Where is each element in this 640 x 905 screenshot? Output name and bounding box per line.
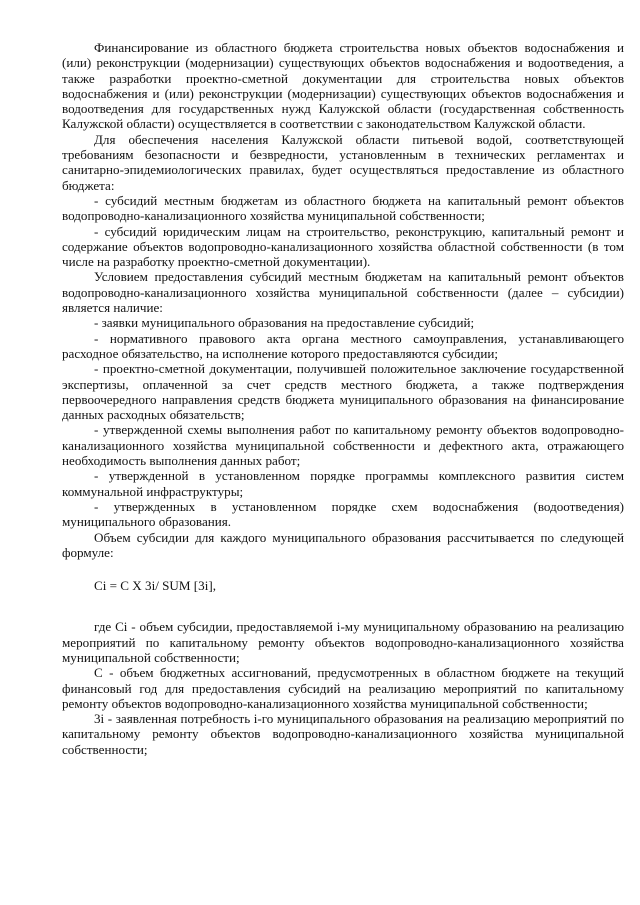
list-item-legal-act: - нормативного правового акта органа местного самоуправления, устанавливающего расходное обязательство, на исполнение которого предоставляются субсидии;	[62, 330, 624, 361]
paragraph-subsidy-volume: Объем субсидии для каждого муниципального образования рассчитывается по следующей формуле:	[62, 529, 624, 560]
paragraph-financing: Финансирование из областного бюджета строительства новых объектов водоснабжения и (или) реконструкции (модернизации) существующих объектов водоснабжения и водоотведения, а также разработки проектно-сметной документации для строительства новых объектов водоснабжения и (или) реконструкции (модернизации) существующих объектов водоснабжения и водоотведения для государственных нужд Калужской области (государственная собственность Калужской области) осуществляется в соответствии с законодательством Калужской области.	[62, 40, 624, 132]
formula: Ci = C X 3i/ SUM [3i],	[94, 578, 216, 594]
list-item-infrastructure-program: - утвержденной в установленном порядке программы комплексного развития систем коммунальной инфраструктуры;	[62, 468, 624, 499]
paragraph-water-supply: Для обеспечения населения Калужской области питьевой водой, соответствующей требованиям безопасности и безвредности, установленным в технических регламентах и санитарно-эпидемиологических правилах, будет осуществляться предоставление из областного бюджета:	[62, 131, 624, 193]
paragraph-conditions: Условием предоставления субсидий местным бюджетам на капитальный ремонт объектов водопроводно-канализационного хозяйства муниципальной собственности (далее – субсидии) является наличие:	[62, 269, 624, 316]
list-item-application: - заявки муниципального образования на предоставление субсидий;	[94, 315, 475, 331]
list-item-supply-schemes: - утвержденных в установленном порядке схем водоснабжения (водоотведения) муниципального образования.	[62, 498, 624, 530]
definition-c: С - объем бюджетных ассигнований, предусмотренных в областном бюджете на текущий финансовый год для предоставления субсидий на реализацию мероприятий по капитальному ремонту объектов водопроводно-канализационного хозяйства муниципальной собственности;	[62, 665, 624, 711]
definition-3i: 3i - заявленная потребность i-го муниципального образования на реализацию мероприятий по капитальному ремонту объектов водопроводно-канализационного хозяйства муниципальной собственности;	[62, 711, 624, 757]
definition-ci: где Ci - объем субсидии, предоставляемой i-му муниципальному образованию на реализацию мероприятий по капитальному ремонту объектов водопроводно-канализационного хозяйства муниципальной собственности;	[62, 619, 624, 665]
list-item-municipal-subsidies: - субсидий местным бюджетам из областного бюджета на капитальный ремонт объектов водопроводно-канализационного хозяйства муниципальной собственности;	[62, 192, 624, 224]
list-item-work-scheme: - утвержденной схемы выполнения работ по капитальному ремонту объектов водопроводно-канализационного хозяйства муниципальной собственности и дефектного акта, отражающего необходимость выполнения данных работ;	[62, 422, 624, 469]
list-item-legal-entity-subsidies: - субсидий юридическим лицам на строительство, реконструкцию, капитальный ремонт и содержание объектов водопроводно-канализационного хозяйства областной собственности (в том числе на разработку проектно-сметной документации).	[62, 223, 624, 270]
document-body	[62, 40, 624, 757]
list-item-design-documentation: - проектно-сметной документации, получившей положительное заключение государственной экспертизы, оплаченной за счет средств местного бюджета, а также подтверждения первоочередного направления средств бюджета муниципального образования на финансирование данных расходных обязательств;	[62, 361, 624, 423]
